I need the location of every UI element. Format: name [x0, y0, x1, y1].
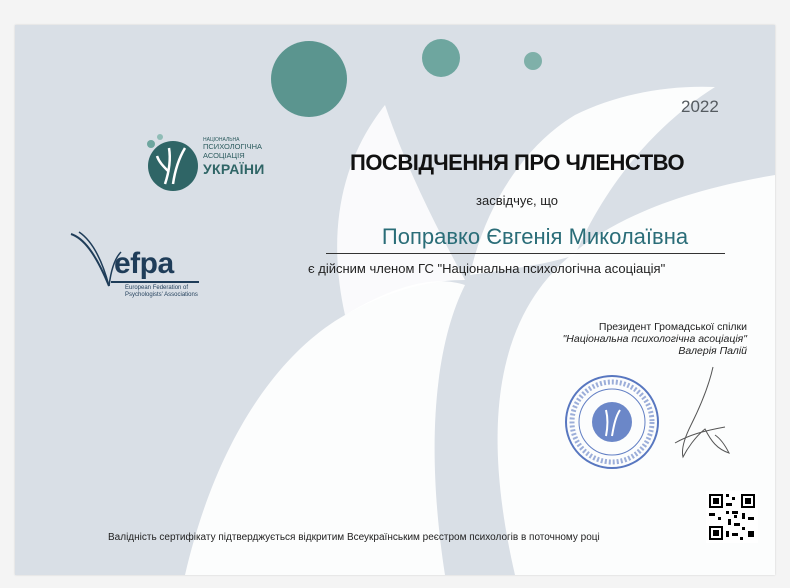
qr-code-icon [706, 491, 758, 543]
npa-line2: ПСИХОЛОГІЧНА [203, 142, 263, 151]
signature-icon [655, 365, 755, 475]
efpa-underline [111, 281, 199, 283]
president-line1: Президент Громадської спілки [598, 321, 747, 333]
member-name: Поправко Євгенія Миколаївна [381, 224, 689, 249]
npa-line4: УКРАЇНИ [203, 161, 265, 177]
decor-circle-medium [422, 39, 460, 77]
president-line2: "Національна психологічна асоціація" [562, 333, 747, 345]
member-statement: є дійсним членом ГС "Національна психологічна асоціація" [308, 261, 666, 276]
certificate-title: ПОСВІДЧЕННЯ ПРО ЧЛЕНСТВО [350, 150, 685, 175]
name-underline [326, 253, 725, 254]
npa-line3: АСОЦІАЦІЯ [203, 150, 245, 160]
official-stamp-icon [562, 372, 662, 472]
efpa-wordmark: efpa [114, 247, 174, 280]
certificate-year: 2022 [681, 97, 719, 116]
efpa-sub-line1: European Federation of [125, 285, 189, 291]
npa-line1: НАЦІОНАЛЬНА [203, 137, 240, 143]
npa-logo-text [203, 137, 265, 177]
president-line3: Валерія Палій [678, 345, 747, 357]
decor-circle-small [524, 52, 542, 70]
certificate [15, 25, 775, 575]
decor-circle-large [271, 41, 347, 117]
president-signature-block [485, 321, 747, 357]
validity-footer: Валідність сертифікату підтверджується відкритим Всеукраїнським реєстром психологів в поточному році [108, 532, 600, 543]
efpa-subtitle [125, 285, 198, 299]
certificate-subtitle: засвідчує, що [476, 193, 558, 208]
efpa-sub-line2: Psychologists' Associations [125, 292, 198, 298]
